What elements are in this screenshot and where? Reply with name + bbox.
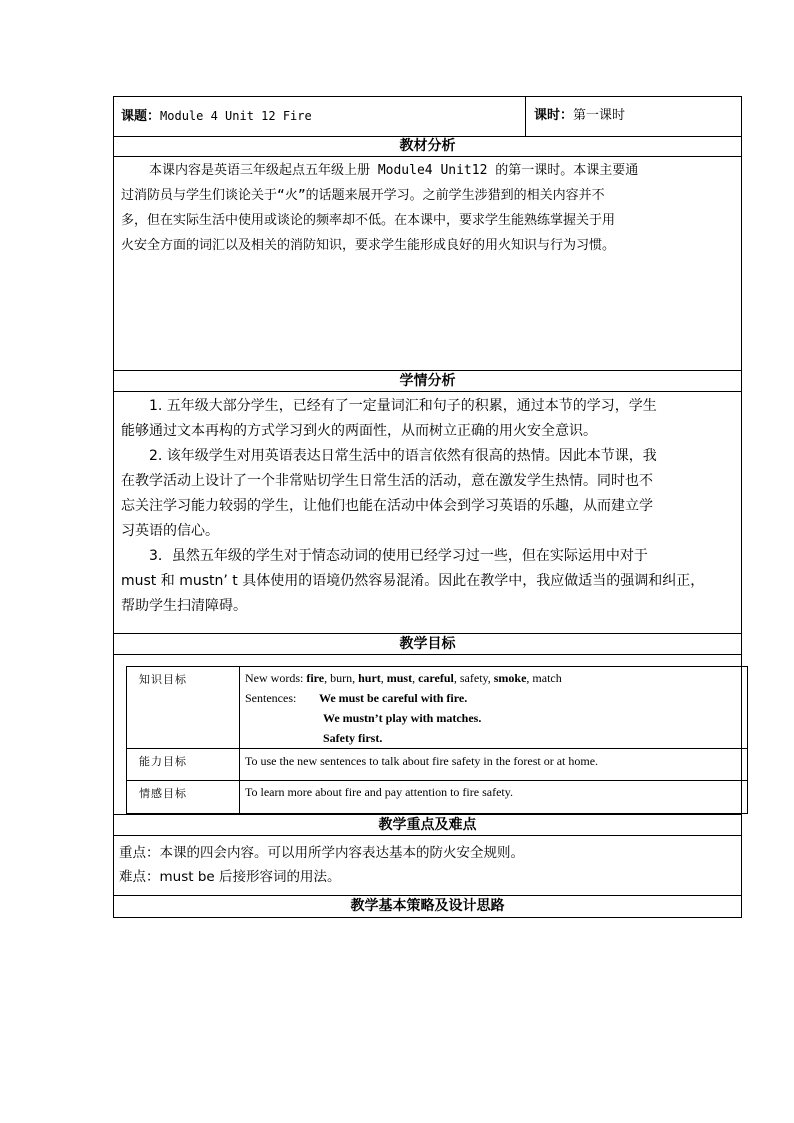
divider: [113, 156, 742, 157]
word: burn: [330, 671, 353, 685]
ability-text: To use the new sentences to talk about fire safety in the forest or at home.: [245, 754, 599, 768]
divider: [113, 835, 742, 836]
divider: [113, 370, 742, 371]
textbook-analysis-body: [121, 158, 733, 258]
row-divider: [127, 780, 747, 781]
topic-field: [121, 106, 312, 127]
new-words-line: New words: fire, burn, hurt, must, careful, safety, smoke, match: [245, 671, 562, 685]
word: careful: [418, 671, 454, 685]
strategy-title: 教学基本策略及设计思路: [350, 898, 505, 914]
divider: [113, 814, 742, 815]
word: safety: [459, 671, 488, 685]
paragraph-line: 3．虽然五年级的学生对于情态动词的使用已经学习过一些，但在实际运用中对于: [149, 548, 648, 564]
paragraph-line: 忘关注学习能力较弱的学生，让他们也能在活动中体会到学习英语的乐趣，从而建立学: [121, 498, 653, 514]
objectives-table: [126, 666, 748, 814]
knowledge-label: 知识目标: [139, 673, 187, 686]
divider: [113, 633, 742, 634]
paragraph-line: 2. 该年级学生对用英语表达日常生活中的语言依然有很高的热情。因此本节课，我: [149, 448, 657, 464]
paragraph-line: 火安全方面的词汇以及相关的消防知识，要求学生能形成良好的用火知识与行为习惯。: [121, 238, 616, 253]
objectives-title: 教学目标: [399, 636, 456, 652]
row-divider: [127, 748, 747, 749]
difficult-point-text: 难点：must be 后接形容词的用法。: [119, 869, 341, 885]
divider: [113, 654, 742, 655]
textbook-analysis-title: 教材分析: [399, 138, 456, 154]
period-field: [534, 106, 625, 126]
student-analysis-title: 学情分析: [399, 373, 456, 389]
paragraph-line: 本课内容是英语三年级起点五年级上册 Module4 Unit12 的第一课时。本课主要通: [149, 163, 639, 178]
paragraph-line: 多，但在实际生活中使用或谈论的频率却不低。在本课中，要求学生能熟练掌握关于用: [121, 213, 616, 228]
period-value: 第一课时: [573, 108, 626, 123]
period-label: 课时：: [534, 108, 574, 123]
topic-label: 课题：: [121, 109, 161, 124]
key-points-title: 教学重点及难点: [378, 817, 477, 833]
sentence: Safety first.: [323, 731, 383, 745]
sentence: We mustn’t play with matches.: [323, 711, 482, 725]
new-words-prefix: New words:: [245, 671, 307, 685]
paragraph-line: 在教学活动上设计了一个非常贴切学生日常生活的活动，意在激发学生热情。同时也不: [121, 473, 653, 489]
word: must: [386, 671, 413, 685]
sentence: We must be careful with fire.: [319, 691, 468, 705]
sentences-label: Sentences:: [245, 691, 297, 705]
paragraph-line: 1. 五年级大部分学生，已经有了一定量词汇和句子的积累，通过本节的学习，学生: [149, 398, 657, 414]
ability-label: 能力目标: [139, 755, 187, 768]
word: match: [532, 671, 562, 685]
key-point-text: 重点：本课的四会内容。可以用所学内容表达基本的防火安全规则。: [119, 845, 524, 861]
emotion-label: 情感目标: [139, 787, 187, 800]
word: hurt: [358, 671, 381, 685]
word: smoke: [493, 671, 527, 685]
emotion-text: To learn more about fire and pay attention to fire safety.: [245, 785, 513, 799]
column-divider: [239, 667, 240, 813]
divider: [113, 895, 742, 896]
paragraph-line: 帮助学生扫清障碍。: [121, 598, 247, 614]
topic-value: Module 4 Unit 12 Fire: [160, 109, 312, 123]
header-divider: [525, 96, 526, 136]
student-analysis-body: [121, 394, 733, 619]
paragraph-line: 习英语的信心。: [121, 523, 219, 539]
paragraph-line: must 和 mustn’ t 具体使用的语境仍然容易混淆。因此在教学中，我应做适当的强调和纠正，: [121, 573, 705, 589]
paragraph-line: 过消防员与学生们谈论关于“火”的话题来展开学习。之前学生涉猎到的相关内容并不: [121, 188, 605, 203]
word: fire: [306, 671, 325, 685]
divider: [113, 391, 742, 392]
paragraph-line: 能够通过文本再构的方式学习到火的两面性，从而树立正确的用火安全意识。: [121, 423, 597, 439]
